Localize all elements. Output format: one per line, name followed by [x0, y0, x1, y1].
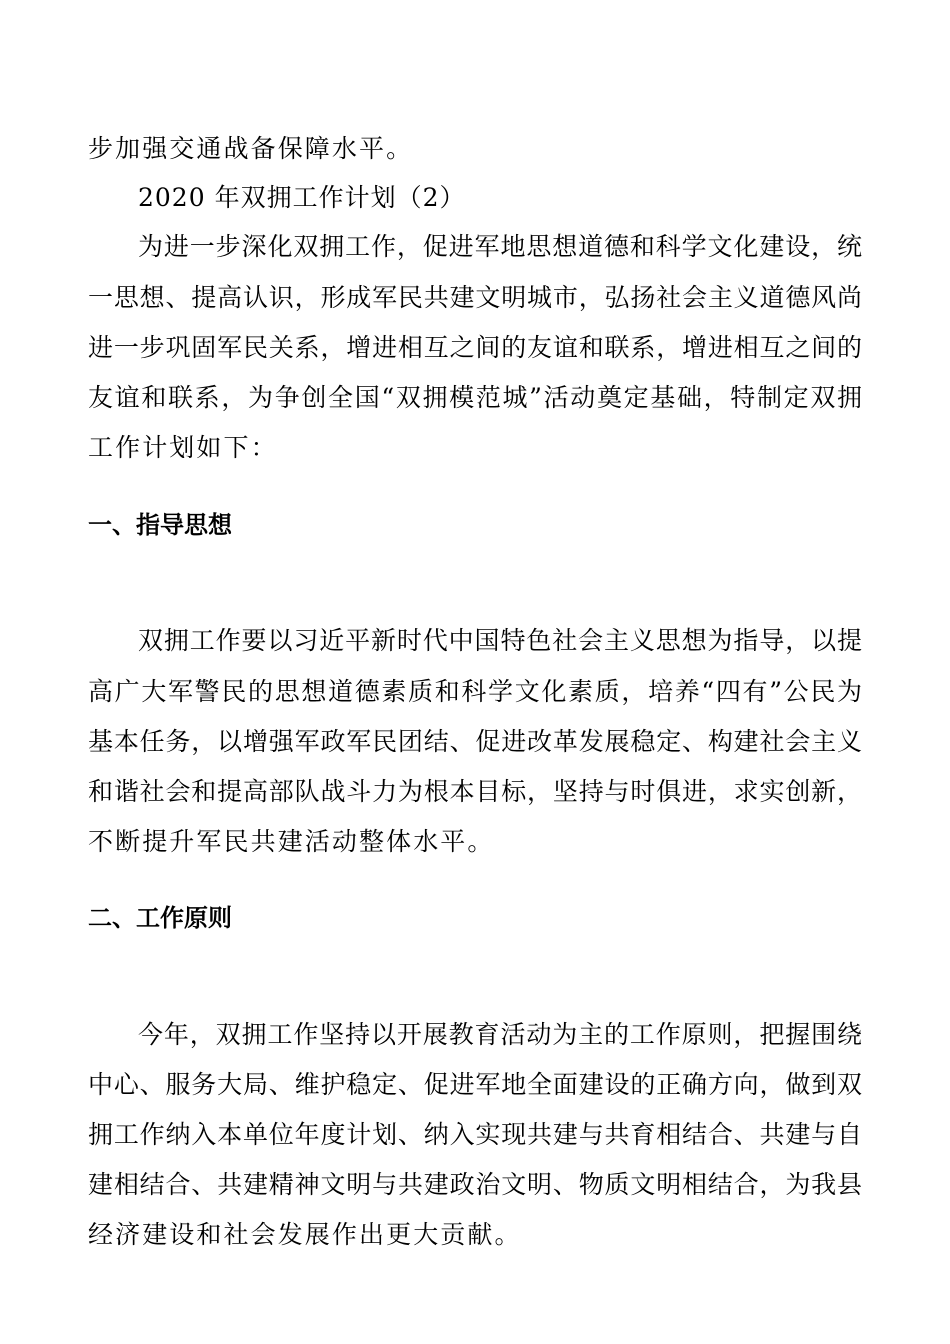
- paragraph-line: 拥工作纳入本单位年度计划、纳入实现共建与共育相结合、共建与自: [88, 1120, 862, 1149]
- paragraph-line: 经济建设和社会发展作出更大贡献。: [88, 1220, 522, 1249]
- paragraph-line: 建相结合、共建精神文明与共建政治文明、物质文明相结合，为我县: [88, 1170, 862, 1199]
- intro-tail-line: 步加强交通战备保障水平。: [88, 134, 414, 163]
- paragraph-line: 工作计划如下：: [88, 433, 278, 462]
- paragraph-line: 中心、服务大局、维护稳定、促进军地全面建设的正确方向，做到双: [88, 1070, 862, 1099]
- section-heading-work-principles: 二、工作原则: [88, 904, 232, 932]
- paragraph-line: 进一步巩固军民关系，增进相互之间的友谊和联系，增进相互之间的: [88, 333, 862, 362]
- paragraph-line: 为进一步深化双拥工作，促进军地思想道德和科学文化建设，统: [138, 232, 862, 261]
- paragraph-line: 双拥工作要以习近平新时代中国特色社会主义思想为指导，以提: [138, 626, 862, 655]
- paragraph-line: 今年，双拥工作坚持以开展教育活动为主的工作原则，把握围绕: [138, 1020, 862, 1049]
- section-heading-guiding-ideology: 一、指导思想: [88, 511, 232, 539]
- paragraph-line: 不断提升军民共建活动整体水平。: [88, 827, 495, 856]
- paragraph-line: 和谐社会和提高部队战斗力为根本目标，坚持与时俱进，求实创新，: [88, 777, 862, 806]
- paragraph-line: 友谊和联系，为争创全国“双拥模范城”活动奠定基础，特制定双拥: [88, 383, 862, 412]
- paragraph-line: 高广大军警民的思想道德素质和科学文化素质，培养“四有”公民为: [88, 677, 862, 706]
- paragraph-line: 一思想、提高认识，形成军民共建文明城市，弘扬社会主义道德风尚: [88, 283, 862, 312]
- paragraph-line: 基本任务，以增强军政军民团结、促进改革发展稳定、构建社会主义: [88, 727, 862, 756]
- document-title: 2020 年双拥工作计划（2）: [138, 183, 466, 212]
